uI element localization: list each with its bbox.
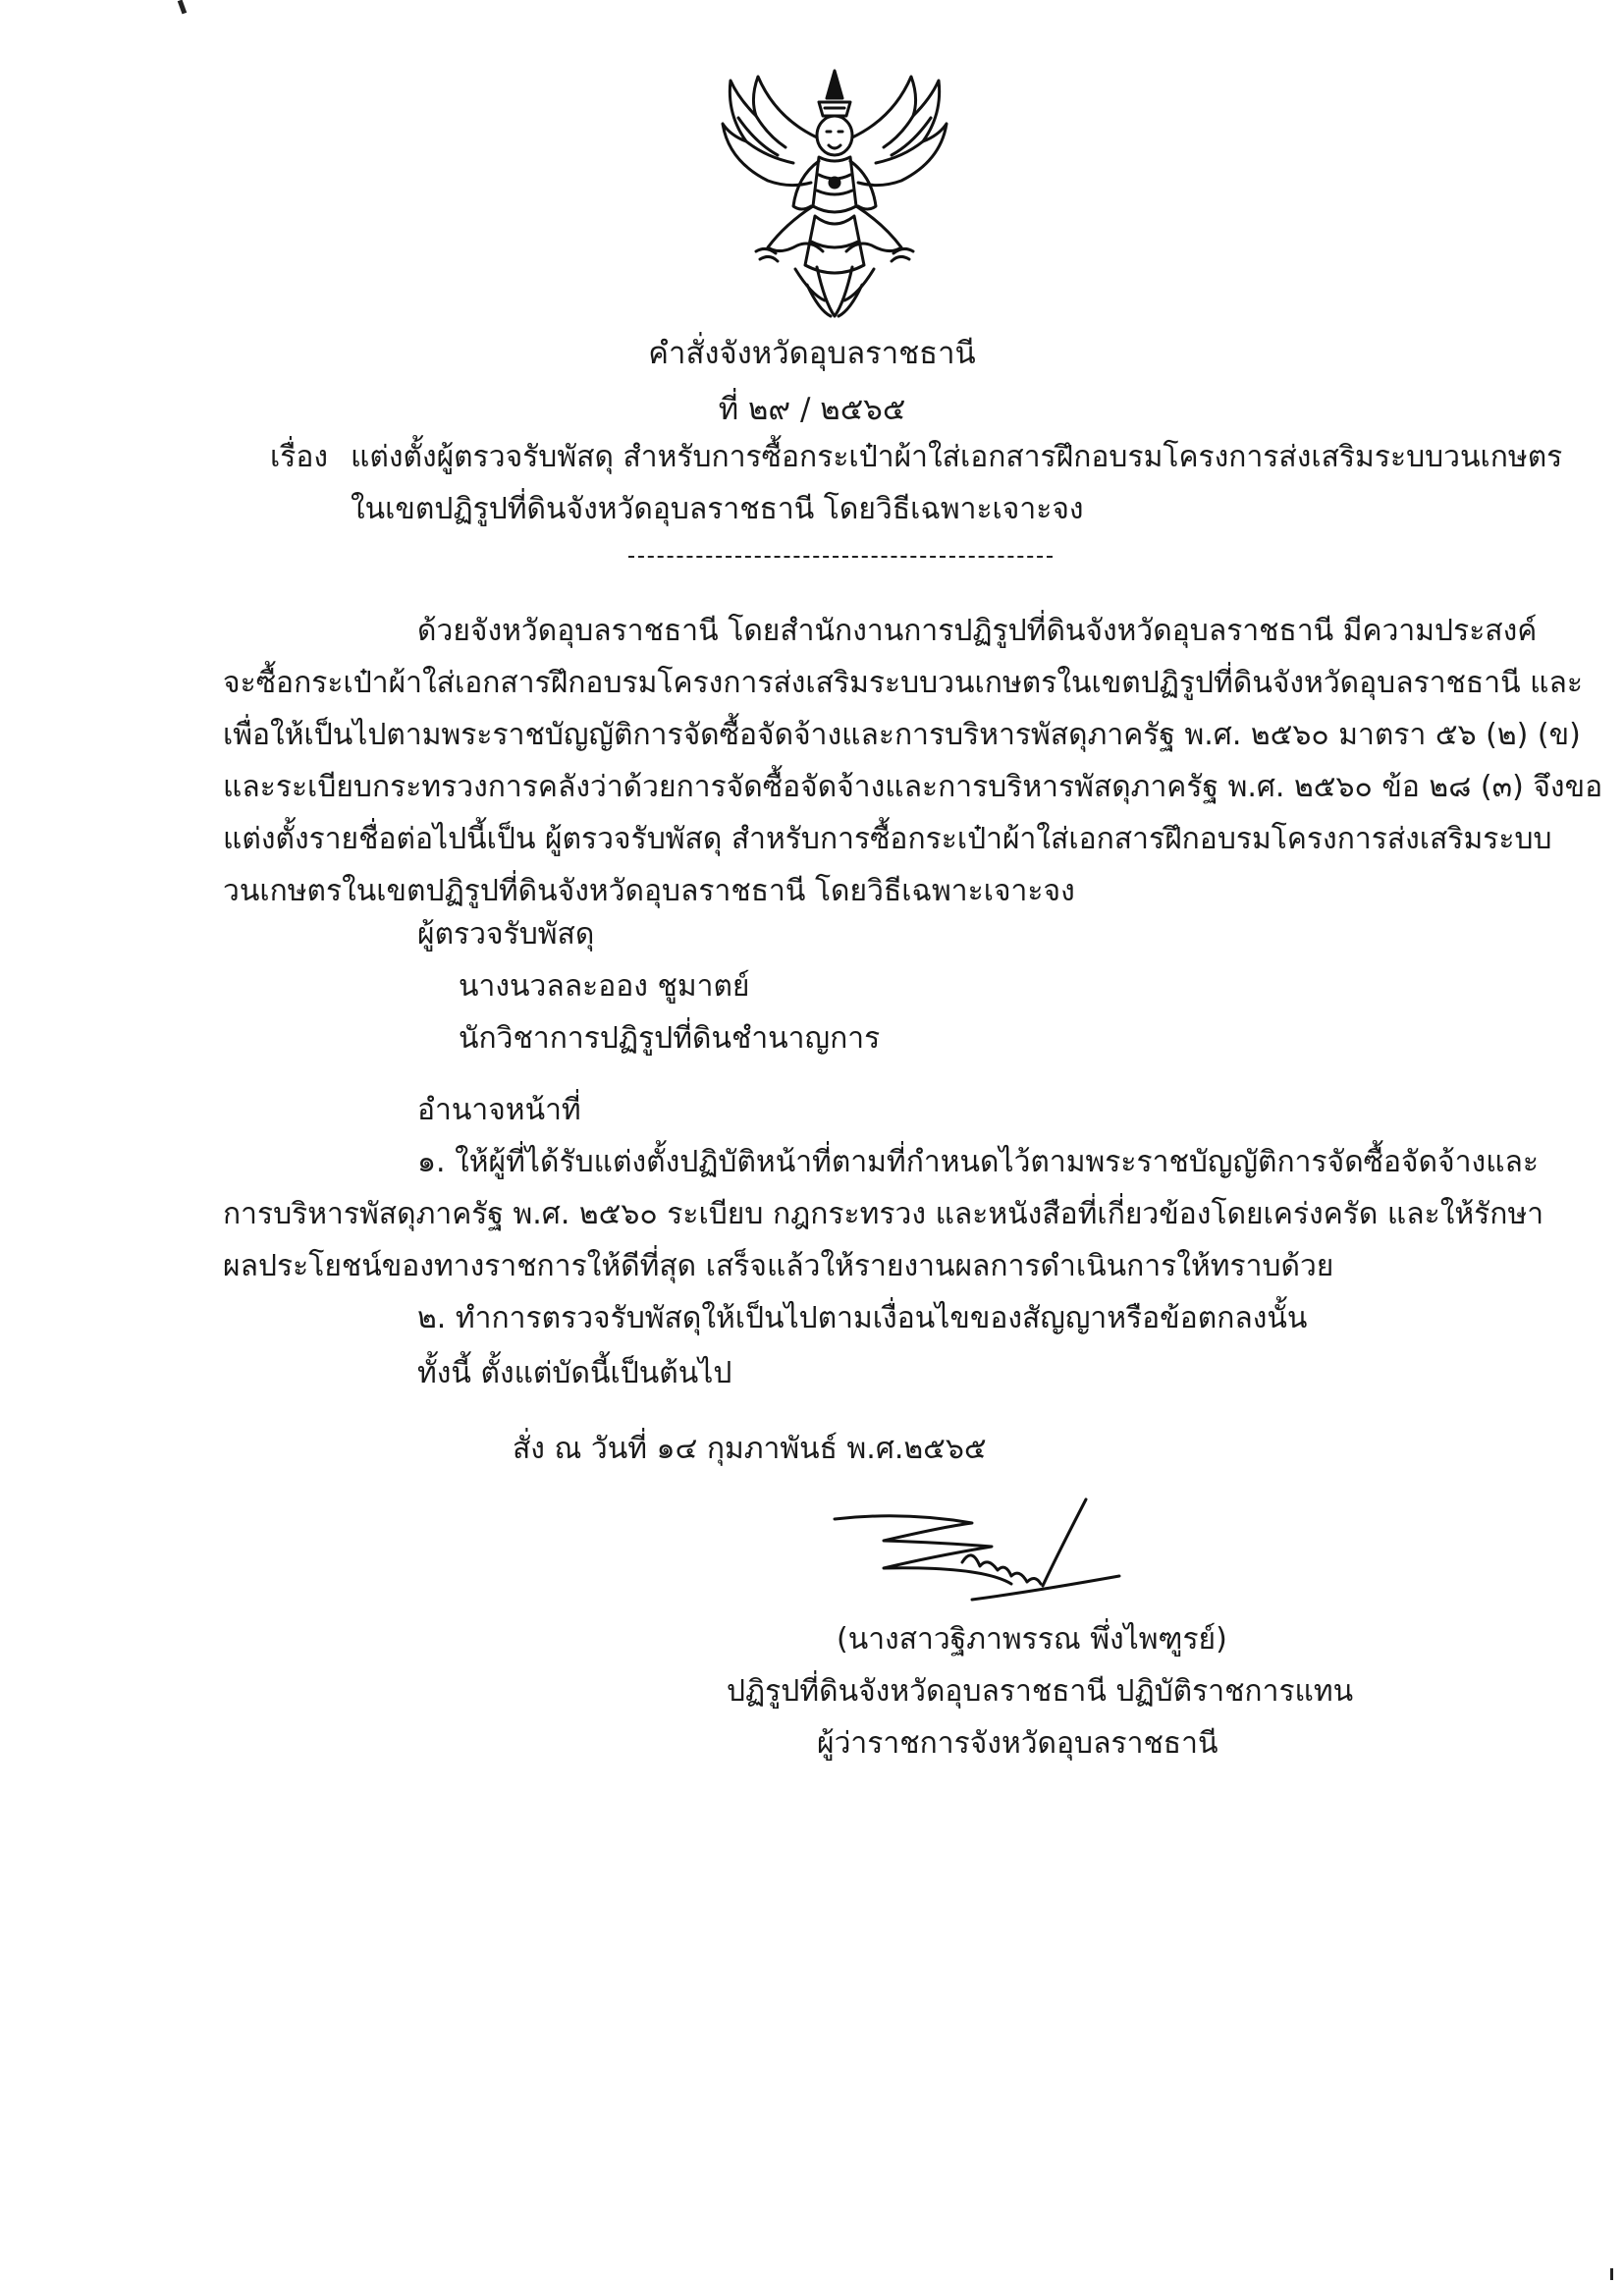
subject-label: เรื่อง — [270, 440, 329, 474]
paragraph-line: ด้วยจังหวัดอุบลราชธานี โดยสำนักงานการปฏิรูปที่ดินจังหวัดอุบลราชธานี มีความประสงค์ — [417, 614, 1538, 648]
inspector-name: นางนวลละออง ชูมาตย์ — [459, 969, 750, 1004]
effective-statement: ทั้งนี้ ตั้งแต่บัดนี้เป็นต้นไป — [417, 1356, 732, 1390]
paragraph-line: และระเบียบกระทรวงการคลังว่าด้วยการจัดซื้อจัดจ้างและการบริหารพัสดุภาครัฐ พ.ศ. ๒๕๖๐ ข้อ ๒๘ (๓) จึงขอ — [223, 770, 1603, 804]
handwritten-signature-icon — [825, 1497, 1129, 1625]
paragraph-line: จะซื้อกระเป๋าผ้าใส่เอกสารฝึกอบรมโครงการส่งเสริมระบบวนเกษตรในเขตปฏิรูปที่ดินจังหวัดอุบลราชธานี และ — [223, 666, 1583, 700]
duty-1-line: ผลประโยชน์ของทางราชการให้ดีที่สุด เสร็จแล้วให้รายงานผลการดำเนินการให้ทราบด้วย — [223, 1249, 1334, 1283]
paragraph-line: แต่งตั้งรายชื่อต่อไปนี้เป็น ผู้ตรวจรับพัสดุ สำหรับการซื้อกระเป๋าผ้าใส่เอกสารฝึกอบรมโครงการส่งเสริมระบบ — [223, 822, 1552, 856]
scan-speck — [178, 0, 187, 14]
duty-1-line: ๑. ให้ผู้ที่ได้รับแต่งตั้งปฏิบัติหน้าที่ตามที่กำหนดไว้ตามพระราชบัญญัติการจัดซื้อจัดจ้างและ — [417, 1145, 1540, 1179]
subject-line-2: ในเขตปฏิรูปที่ดินจังหวัดอุบลราชธานี โดยวิธีเฉพาะเจาะจง — [351, 492, 1084, 526]
signer-position-2: ผู้ว่าราชการจังหวัดอุบลราชธานี — [817, 1726, 1218, 1761]
scan-speck — [1610, 2268, 1613, 2280]
order-date: สั่ง ณ วันที่ ๑๔ กุมภาพันธ์ พ.ศ.๒๕๖๕ — [513, 1432, 987, 1466]
order-title: คำสั่งจังหวัดอุบลราชธานี — [648, 336, 976, 371]
duty-1-line: การบริหารพัสดุภาครัฐ พ.ศ. ๒๕๖๐ ระเบียบ กฎกระทรวง และหนังสือที่เกี่ยวข้องโดยเคร่งครัด และให้รักษา — [223, 1197, 1544, 1231]
inspector-position: นักวิชาการปฏิรูปที่ดินชำนาญการ — [459, 1021, 881, 1056]
duty-2: ๒. ทำการตรวจรับพัสดุให้เป็นไปตามเงื่อนไขของสัญญาหรือข้อตกลงนั้น — [417, 1301, 1308, 1335]
garuda-emblem-icon — [717, 59, 952, 329]
paragraph-line: วนเกษตรในเขตปฏิรูปที่ดินจังหวัดอุบลราชธานี โดยวิธีเฉพาะเจาะจง — [223, 874, 1075, 908]
subject-line-1: แต่งตั้งผู้ตรวจรับพัสดุ สำหรับการซื้อกระเป๋าผ้าใส่เอกสารฝึกอบรมโครงการส่งเสริมระบบวนเกษตร — [351, 440, 1563, 474]
heading-divider — [628, 556, 1053, 558]
duties-heading: อำนาจหน้าที่ — [417, 1093, 581, 1127]
order-number: ที่ ๒๙ / ๒๕๖๕ — [718, 392, 906, 427]
inspector-heading: ผู้ตรวจรับพัสดุ — [417, 917, 595, 952]
signer-name: (นางสาวฐิภาพรรณ พึ่งไพฑูรย์) — [837, 1622, 1227, 1657]
signer-position-1: ปฏิรูปที่ดินจังหวัดอุบลราชธานี ปฏิบัติราชการแทน — [727, 1674, 1354, 1709]
paragraph-line: เพื่อให้เป็นไปตามพระราชบัญญัติการจัดซื้อจัดจ้างและการบริหารพัสดุภาครัฐ พ.ศ. ๒๕๖๐ มาตรา ๕๖ (๒) (ข) — [223, 718, 1581, 752]
